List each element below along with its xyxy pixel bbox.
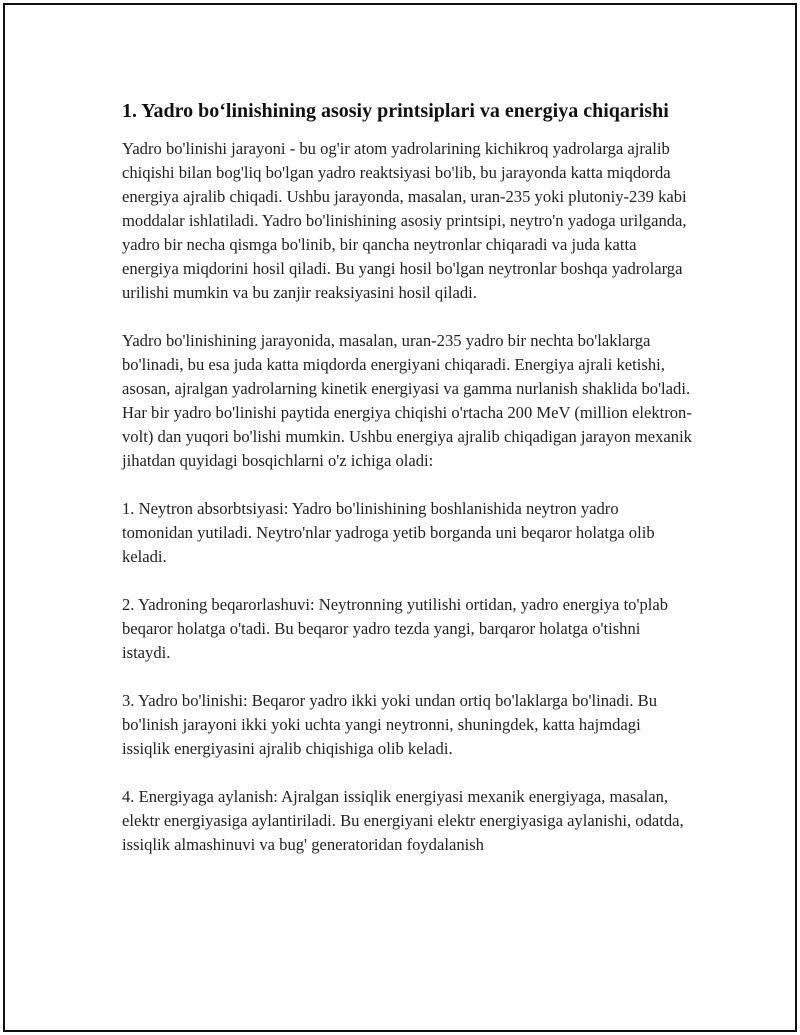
- paragraph-step-3: 3. Yadro bo'linishi: Beqaror yadro ikki yoki undan ortiq bo'laklarga bo'linadi. Bu bo'linish jarayoni ikki yoki uchta yangi neytronni, shuningdek, katta hajmdagi issiqlik energiyasini ajralib chiqishiga olib keladi.: [122, 691, 657, 758]
- paragraph-process: Yadro bo'linishining jarayonida, masalan, uran-235 yadro bir nechta bo'laklarga bo'linadi, bu esa juda katta miqdorda energiyani chiqaradi. Energiya ajrali ketishi, asosan, ajralgan yadrolarning kinetik energiyasi va gamma nurlanish shaklida bo'ladi. Har bir yadro bo'linishi paytida energiya chiqishi o'rtacha 200 MeV (million elektron-volt) dan yuqori bo'lishi mumkin. Ushbu energiya ajralib chiqadigan jarayon mexanik jihatdan quyidagi bosqichlarni o'z ichiga oladi:: [122, 331, 692, 470]
- paragraph-intro: Yadro bo'linishi jarayoni - bu og'ir atom yadrolarining kichikroq yadrolarga ajralib chiqishi bilan bog'liq bo'lgan yadro reaktsiyasi bo'lib, bu jarayonda katta miqdorda energiya ajralib chiqadi. Ushbu jarayonda, masalan, uran-235 yoki plutoniy-239 kabi moddalar ishlatiladi. Yadro bo'linishining asosiy printsipi, neytro'n yadoga urilganda, yadro bir necha qismga bo'linib, bir qancha neytronlar chiqaradi va juda katta energiya miqdorini hosil qiladi. Bu yangi hosil bo'lgan neytronlar boshqa yadrolarga urilishi mumkin va bu zanjir reaksiyasini hosil qiladi.: [122, 139, 687, 302]
- document-title: 1. Yadro bo‘linishining asosiy printsiplari va energiya chiqarishi: [122, 100, 669, 122]
- page-frame: [3, 3, 797, 1032]
- paragraph-step-4: 4. Energiyaga aylanish: Ajralgan issiqlik energiyasi mexanik energiyaga, masalan, elektr energiyasiga aylantiriladi. Bu energiyani elektr energiyasiga aylanishi, odatda, issiqlik almashinuvi va bug' generatoridan foydalanish: [122, 787, 684, 854]
- paragraph-step-1: 1. Neytron absorbtsiyasi: Yadro bo'linishining boshlanishida neytron yadro tomonidan yutiladi. Neytro'nlar yadroga yetib borganda uni beqaror holatga olib keladi.: [122, 499, 655, 566]
- document-body: [122, 97, 692, 881]
- paragraph-step-2: 2. Yadroning beqarorlashuvi: Neytronning yutilishi ortidan, yadro energiya to'plab beqaror holatga o'tadi. Bu beqaror yadro tezda yangi, barqaror holatga o'tishni istaydi.: [122, 595, 669, 662]
